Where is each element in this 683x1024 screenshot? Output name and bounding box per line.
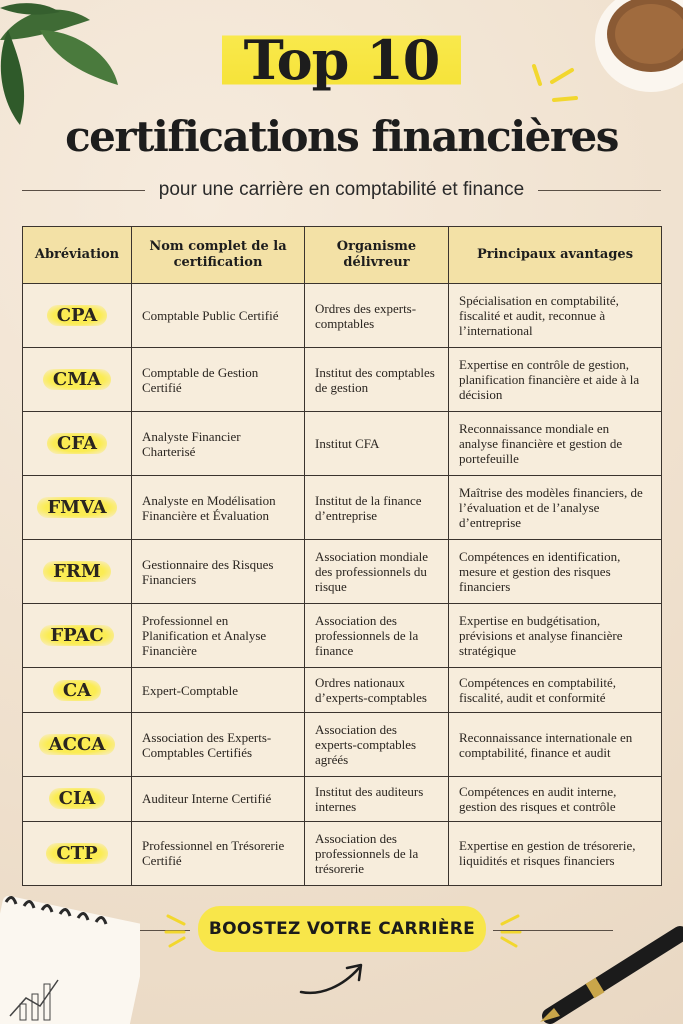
cell-benefits: Maîtrise des modèles financiers, de l’évaluation et de l’analyse d’entreprise [449, 476, 662, 540]
cell-benefits: Expertise en gestion de trésorerie, liquidités et risques financiers [449, 821, 662, 885]
cell-abbreviation [23, 777, 132, 822]
certifications-table [22, 226, 662, 886]
subtitle: pour une carrière en comptabilité et finance [158, 179, 525, 200]
title-top: Top 10 [0, 30, 683, 90]
sparkle-left-icon [162, 912, 192, 948]
cell-full-name: Professionnel en Planification et Analyse Financière [132, 604, 305, 668]
boost-career-button[interactable]: BOOSTEZ VOTRE CARRIÈRE [198, 906, 486, 952]
cell-issuer: Institut de la finance d’entreprise [305, 476, 449, 540]
abbreviation-badge: ACCA [39, 734, 116, 755]
table-row [23, 821, 662, 885]
abbreviation-badge: CA [53, 680, 101, 701]
cell-abbreviation [23, 348, 132, 412]
cell-issuer: Association mondiale des professionnels du risque [305, 540, 449, 604]
table-row [23, 284, 662, 348]
divider-right [538, 190, 661, 191]
cell-abbreviation [23, 284, 132, 348]
abbreviation-badge: CMA [43, 369, 111, 390]
abbreviation-badge: CTP [46, 843, 107, 864]
cell-full-name: Association des Experts-Comptables Certifiés [132, 713, 305, 777]
abbreviation-badge: FRM [43, 561, 111, 582]
cell-issuer: Association des professionnels de la trésorerie [305, 821, 449, 885]
cell-benefits: Compétences en identification, mesure et gestion des risques financiers [449, 540, 662, 604]
cell-benefits: Compétences en comptabilité, fiscalité, audit et conformité [449, 668, 662, 713]
cell-abbreviation [23, 540, 132, 604]
table-row [23, 668, 662, 713]
cell-benefits: Compétences en audit interne, gestion des risques et contrôle [449, 777, 662, 822]
cell-abbreviation [23, 821, 132, 885]
cell-benefits: Spécialisation en comptabilité, fiscalité et audit, reconnue à l’international [449, 284, 662, 348]
column-header-abbreviation: Abréviation [23, 227, 132, 284]
cell-issuer: Association des professionnels de la finance [305, 604, 449, 668]
table-row [23, 713, 662, 777]
abbreviation-badge: CIA [49, 788, 106, 809]
table-row [23, 348, 662, 412]
cell-full-name: Analyste Financier Charterisé [132, 412, 305, 476]
abbreviation-badge: CPA [47, 305, 108, 326]
cell-benefits: Reconnaissance mondiale en analyse financière et gestion de portefeuille [449, 412, 662, 476]
cell-full-name: Gestionnaire des Risques Financiers [132, 540, 305, 604]
subtitle-row [22, 176, 661, 204]
cell-benefits: Reconnaissance internationale en comptabilité, finance et audit [449, 713, 662, 777]
cell-issuer: Institut des comptables de gestion [305, 348, 449, 412]
cell-benefits: Expertise en budgétisation, prévisions et analyse financière stratégique [449, 604, 662, 668]
cell-full-name: Analyste en Modélisation Financière et Évaluation [132, 476, 305, 540]
cell-issuer: Institut des auditeurs internes [305, 777, 449, 822]
cell-full-name: Professionnel en Trésorerie Certifié [132, 821, 305, 885]
cell-abbreviation [23, 476, 132, 540]
table-header-row [23, 227, 662, 284]
cell-issuer: Association des experts-comptables agréés [305, 713, 449, 777]
cell-abbreviation [23, 713, 132, 777]
cell-abbreviation [23, 668, 132, 713]
cell-full-name: Auditeur Interne Certifié [132, 777, 305, 822]
abbreviation-badge: FMVA [37, 497, 116, 518]
table-row [23, 476, 662, 540]
cell-abbreviation [23, 604, 132, 668]
abbreviation-badge: FPAC [40, 625, 113, 646]
curved-arrow-icon [295, 956, 375, 1001]
table-row [23, 604, 662, 668]
cell-abbreviation [23, 412, 132, 476]
cell-benefits: Expertise en contrôle de gestion, planification financière et aide à la décision [449, 348, 662, 412]
cell-issuer: Institut CFA [305, 412, 449, 476]
table-row [23, 540, 662, 604]
page-title: certifications financières [65, 112, 618, 161]
column-header-full-name: Nom complet de la certification [132, 227, 305, 284]
cell-full-name: Comptable de Gestion Certifié [132, 348, 305, 412]
column-header-issuer: Organisme délivreur [305, 227, 449, 284]
spiral-notebook-icon [0, 888, 140, 1024]
column-header-benefits: Principaux avantages [449, 227, 662, 284]
cell-full-name: Comptable Public Certifié [132, 284, 305, 348]
abbreviation-badge: CFA [47, 433, 107, 454]
cell-issuer: Ordres des experts-comptables [305, 284, 449, 348]
cell-issuer: Ordres nationaux d’experts-comptables [305, 668, 449, 713]
cell-full-name: Expert-Comptable [132, 668, 305, 713]
table-row [23, 777, 662, 822]
divider-left [22, 190, 145, 191]
fountain-pen-icon [530, 920, 683, 1024]
table-row [23, 412, 662, 476]
